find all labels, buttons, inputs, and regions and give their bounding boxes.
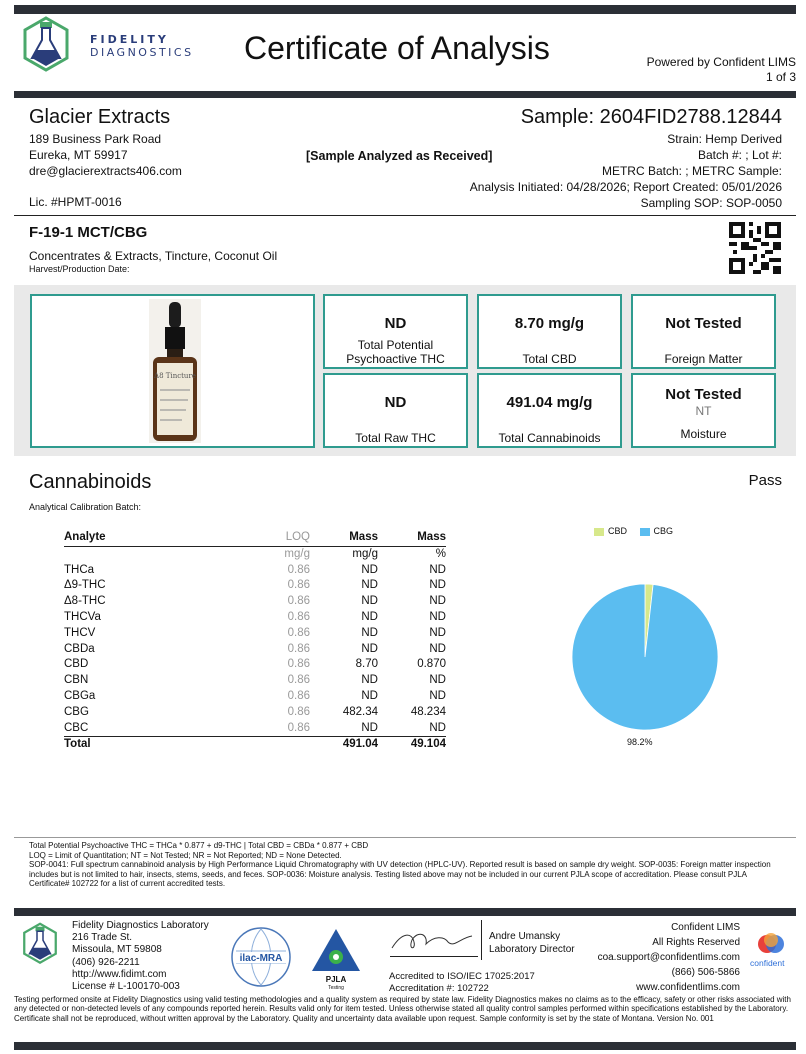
lims-name: Confident LIMS	[671, 922, 740, 933]
cannabinoids-table	[64, 530, 446, 753]
analyte-loq: 0.86	[287, 610, 310, 623]
analyte-loq: 0.86	[287, 689, 310, 702]
analyte-loq: 0.86	[287, 674, 310, 687]
table-row	[64, 657, 446, 673]
pjla-sub-text: Testing	[328, 985, 344, 991]
accreditation-number: Accreditation #: 102722	[389, 983, 489, 994]
analyte-name: CBD	[64, 658, 89, 671]
analyte-mass-mg: ND	[361, 610, 378, 623]
calibration-batch: Analytical Calibration Batch:	[29, 502, 142, 512]
client-license: Lic. #HPMT-0016	[29, 195, 122, 209]
analyte-mass-mg: 8.70	[355, 658, 378, 671]
table-row	[64, 594, 446, 610]
total-mass-mg: 491.04	[310, 737, 378, 753]
lab-address1: 216 Trade St.	[72, 932, 133, 944]
table-row	[64, 673, 446, 689]
accreditation-iso: Accredited to ISO/IEC 17025:2017	[389, 971, 535, 982]
client-address-line1: 189 Business Park Road	[29, 132, 162, 146]
units-row	[64, 546, 446, 562]
bottom-bar	[14, 1042, 796, 1050]
client-email: dre@glacierextracts406.com	[29, 164, 182, 178]
pjla-logo	[308, 925, 364, 991]
card-value: ND	[384, 315, 407, 332]
card-value: 8.70 mg/g	[514, 315, 585, 332]
brand-name	[90, 33, 194, 59]
analyte-mass-mg: ND	[361, 563, 378, 576]
accreditation-info	[389, 971, 535, 995]
received-note: [Sample Analyzed as Received]	[306, 149, 493, 163]
analyte-mass-pct: ND	[429, 595, 446, 608]
analyte-loq: 0.86	[287, 721, 310, 734]
unit-mass-pct: %	[435, 547, 446, 560]
analyte-name: CBGa	[64, 689, 96, 702]
analyte-mass-mg: ND	[361, 626, 378, 639]
bottle-label: Δ8 Tincture	[154, 372, 196, 380]
analyte-loq: 0.86	[287, 626, 310, 639]
table-row	[64, 721, 446, 737]
analyte-name: THCa	[64, 563, 95, 576]
client-name: Glacier Extracts	[29, 106, 171, 128]
lab-phone: (406) 926-2211	[72, 956, 140, 968]
analyte-mass-pct: ND	[429, 689, 446, 702]
total-mass-pct: 49.104	[378, 737, 446, 753]
tincture-bottle-image	[149, 299, 201, 443]
card-label: Total Cannabinoids	[498, 431, 601, 445]
lims-phone: (866) 506-5866	[671, 967, 740, 978]
table-row	[64, 578, 446, 594]
lims-email: coa.support@confidentlims.com	[597, 952, 740, 963]
lab-license: License # L-100170-003	[72, 981, 180, 993]
card-sub: NT	[695, 404, 712, 418]
analyte-name: Δ9-THC	[64, 579, 106, 592]
legend-item-cbg	[640, 526, 674, 536]
card-foreign-matter	[631, 294, 776, 369]
pjla-text: PJLA	[325, 975, 347, 984]
table-row	[64, 626, 446, 642]
card-label: Total Raw THC	[355, 431, 436, 445]
analyte-loq: 0.86	[287, 658, 310, 671]
unit-mass-mg: mg/g	[352, 547, 378, 560]
legend-swatch-cbg	[640, 528, 650, 536]
signature-divider	[481, 920, 482, 960]
analyte-name: THCVa	[64, 610, 101, 623]
disclaimer: Testing performed onsite at Fidelity Diagnostics using valid testing methodologies and a quality system as required by state law. Fidelity Diagnostics makes no claims as to the efficacy, safety or other risks associated with any detected or non-detected levels of any compounds reported herein. Results valid only for item tested. Unless otherwise stated all quality control samples performed within specifications established by the Laboratory. Certificate shall not be reproduced, without written approval by the Laboratory. Quality and uncertainty data available upon request. Sample conformity is set by the state of Montana. Version No. 001	[14, 995, 791, 1023]
analyte-mass-mg: 482.34	[342, 705, 378, 718]
col-loq: LOQ	[264, 530, 310, 546]
director-title: Laboratory Director	[489, 944, 575, 955]
card-value: ND	[384, 394, 407, 411]
confident-logo-text: confident	[750, 958, 785, 968]
analyte-loq: 0.86	[287, 579, 310, 592]
brand-line1: FIDELITY	[90, 33, 169, 46]
table-row	[64, 610, 446, 626]
analyte-loq: 0.86	[287, 642, 310, 655]
analyte-mass-pct: ND	[429, 579, 446, 592]
analyte-loq: 0.86	[287, 595, 310, 608]
col-analyte: Analyte	[64, 530, 264, 546]
analyte-mass-pct: ND	[429, 642, 446, 655]
notes-divider	[14, 837, 796, 838]
header-divider	[14, 91, 796, 98]
footer-logo-icon	[22, 922, 58, 966]
table-row	[64, 705, 446, 721]
lab-name: Fidelity Diagnostics Laboratory	[72, 920, 209, 931]
col-mass-mg: Mass	[310, 530, 378, 546]
sample-metrc: METRC Batch: ; METRC Sample:	[601, 164, 782, 178]
sample-photo-frame	[30, 294, 315, 448]
fidelity-logo-icon	[22, 16, 70, 74]
unit-loq: mg/g	[284, 547, 310, 560]
legend-label-cbg: CBG	[653, 526, 674, 536]
page-number: 1 of 3	[765, 70, 796, 84]
cannabinoid-pie-chart	[570, 582, 720, 732]
sample-sop: Sampling SOP: SOP-0050	[640, 196, 782, 210]
card-label: Moisture	[680, 427, 727, 441]
lims-website: www.confidentlims.com	[636, 982, 740, 993]
legend-swatch-cbd	[594, 528, 604, 536]
top-bar	[14, 5, 796, 14]
card-value: 491.04 mg/g	[506, 394, 593, 411]
legend-label-cbd: CBD	[608, 526, 628, 536]
note-formula: Total Potential Psychoactive THC = THCa * 0.877 + d9-THC | Total CBD = CBDa * 0.877 + CBD	[29, 841, 369, 850]
analyte-mass-pct: ND	[429, 721, 446, 734]
notes	[29, 841, 777, 889]
ilac-text: ilac-MRA	[239, 953, 283, 964]
card-total-cbd	[477, 294, 622, 369]
ilac-mra-logo	[230, 926, 292, 988]
analyte-name: Δ8-THC	[64, 595, 106, 608]
card-moisture	[631, 373, 776, 448]
sample-dates: Analysis Initiated: 04/28/2026; Report Created: 05/01/2026	[469, 180, 782, 194]
note-methods: SOP-0041: Full spectrum cannabinoid analysis by High Performance Liquid Chromatography with UV detection (HPLC-UV). Reported result is based on sample dry weight. SOP-0035: Foreign matter inspection includes but is not limited to hair, insects, stems, seeds, and feces. SOP-0036: Moisture analysis. Testing listed above may not be included in our current PJLA scope of accreditation. Please consult PJLA Certificate# 102722 for a list of current accredited tests.	[29, 860, 771, 888]
lab-contact	[72, 920, 209, 993]
analyte-mass-pct: ND	[429, 610, 446, 623]
total-row	[64, 737, 446, 753]
client-address	[29, 131, 182, 179]
signature-line	[390, 956, 478, 957]
sample-id: Sample: 2604FID2788.12844	[520, 106, 782, 128]
product-category: Concentrates & Extracts, Tincture, Coconut Oil	[29, 249, 278, 263]
director-name: Andre Umansky	[489, 931, 561, 942]
harvest-date: Harvest/Production Date:	[29, 264, 130, 274]
director-signature-image	[388, 928, 476, 956]
lims-contact	[540, 920, 740, 995]
client-address-line2: Eureka, MT 59917	[29, 148, 128, 162]
section-title: Cannabinoids	[29, 471, 152, 493]
divider	[14, 215, 796, 216]
analyte-mass-mg: ND	[361, 579, 378, 592]
card-value: Not Tested	[665, 386, 742, 403]
lab-website: http://www.fidimt.com	[72, 968, 167, 980]
header-meta	[596, 55, 796, 85]
unit-analyte	[64, 546, 264, 562]
lab-address2: Missoula, MT 59808	[72, 944, 162, 956]
chart-legend	[594, 526, 673, 536]
card-label: Foreign Matter	[664, 352, 743, 366]
card-label: Total Potential Psychoactive THC	[346, 338, 445, 366]
analyte-name: CBG	[64, 705, 89, 718]
table-header-row	[64, 530, 446, 546]
product-name: F-19-1 MCT/CBG	[29, 224, 148, 241]
table-row	[64, 642, 446, 658]
pie-slice-cbg	[572, 584, 718, 730]
table-row	[64, 563, 446, 579]
analyte-mass-pct: ND	[429, 563, 446, 576]
legend-item-cbd	[594, 526, 627, 536]
analyte-name: CBN	[64, 674, 89, 687]
analyte-name: CBDa	[64, 642, 95, 655]
powered-by: Powered by Confident LIMS	[646, 55, 796, 69]
card-value: Not Tested	[665, 315, 742, 332]
analyte-mass-pct: 0.870	[417, 658, 446, 671]
analyte-loq: 0.86	[287, 563, 310, 576]
col-mass-pct: Mass	[378, 530, 446, 546]
confident-logo-icon	[756, 931, 786, 957]
analyte-mass-pct: ND	[429, 674, 446, 687]
analyte-name: THCV	[64, 626, 96, 639]
total-loq	[264, 737, 310, 753]
card-total-cannabinoids	[477, 373, 622, 448]
analyte-mass-pct: ND	[429, 626, 446, 639]
analyte-mass-mg: ND	[361, 689, 378, 702]
pass-status: Pass	[748, 472, 782, 489]
footer-bar	[14, 908, 796, 916]
analyte-mass-mg: ND	[361, 674, 378, 687]
sample-details	[362, 131, 782, 211]
card-label: Total CBD	[522, 352, 577, 366]
analyte-mass-mg: ND	[361, 642, 378, 655]
sample-batch: Batch #: ; Lot #:	[697, 148, 782, 162]
card-total-raw-thc	[323, 373, 468, 448]
table-row	[64, 689, 446, 705]
total-label: Total	[64, 737, 264, 753]
pie-data-label-cbg: 98.2%	[627, 737, 653, 747]
analyte-mass-pct: 48.234	[410, 705, 446, 718]
analyte-name: CBC	[64, 721, 89, 734]
card-total-potential-thc	[323, 294, 468, 369]
analyte-loq: 0.86	[287, 705, 310, 718]
qr-code-icon	[729, 222, 781, 274]
analyte-mass-mg: ND	[361, 595, 378, 608]
brand-line2: DIAGNOSTICS	[90, 46, 194, 59]
lims-rights: All Rights Reserved	[652, 937, 740, 948]
page-title: Certificate of Analysis	[244, 30, 550, 66]
note-abbreviations: LOQ = Limit of Quantitation; NT = Not Tested; NR = Not Reported; ND = None Detected.	[29, 850, 342, 860]
analyte-mass-mg: ND	[361, 721, 378, 734]
sample-strain: Strain: Hemp Derived	[667, 132, 782, 146]
